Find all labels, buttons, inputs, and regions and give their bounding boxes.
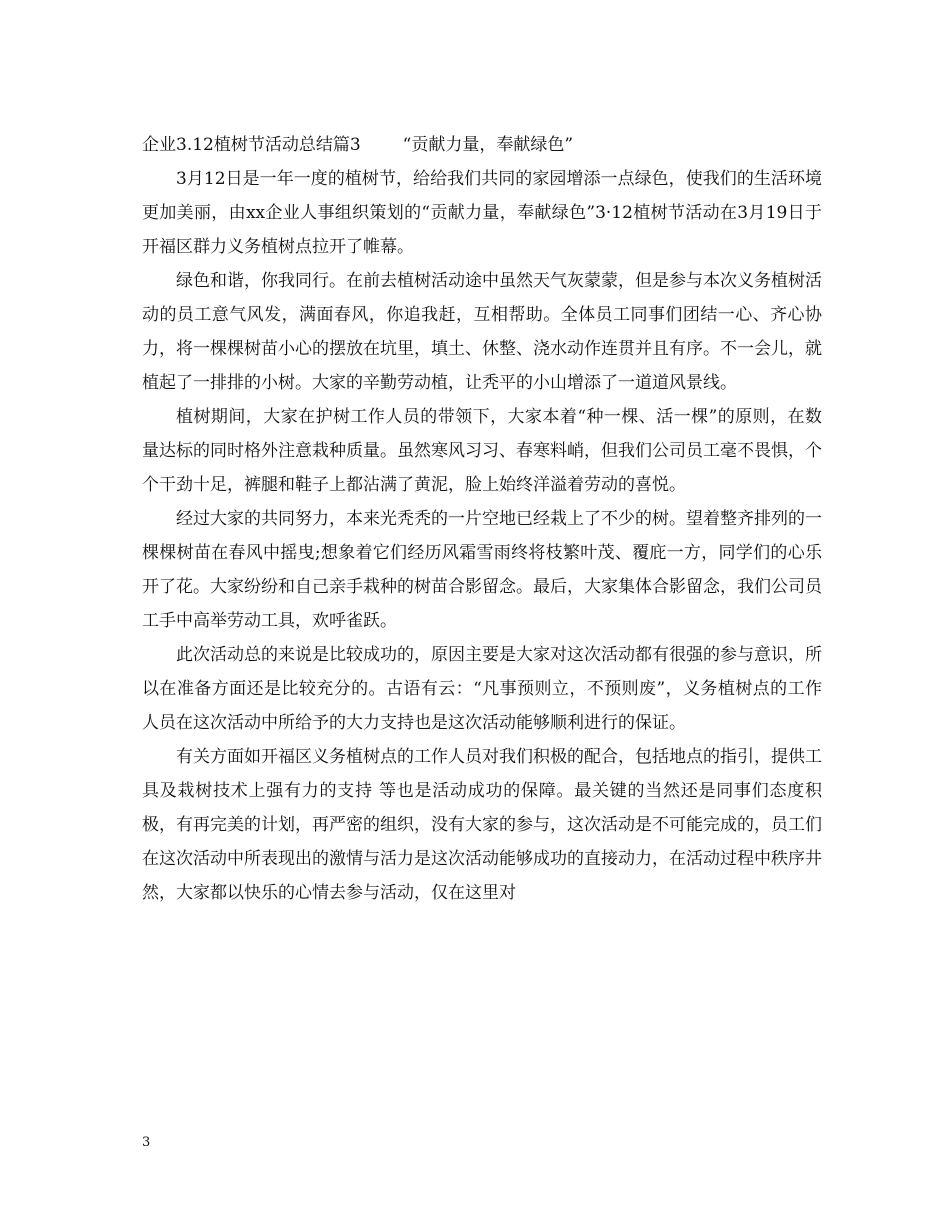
paragraph-4: 经过大家的共同努力，本来光秃秃的一片空地已经栽上了不少的树。望着整齐排列的一棵棵树苗在春风中摇曳;想象着它们经历风霜雪雨终将枝繁叶茂、覆庇一方，同学们的心乐开了花。大家纷纷和自己亲手栽种的树苗合影留念。最后，大家集体合影留念，我们公司员工手中高举劳动工具，欢呼雀跃。: [142, 509, 822, 631]
paragraph-6: 有关方面如开福区义务植树点的工作人员对我们积极的配合，包括地点的指引，提供工具及栽树技术上强有力的支持 等也是活动成功的保障。最关键的当然还是同事们态度积极，有再完美的计划，再严密的组织，没有大家的参与，这次活动是不可能完成的，员工们在这次活动中所表现出的激情与活力是这次活动能够成功的直接动力，在活动过程中秩序井然，大家都以快乐的心情去参与活动，仅在这里对: [142, 747, 822, 903]
document-title: [142, 128, 822, 162]
paragraph-5: 此次活动总的来说是比较成功的，原因主要是大家对这次活动都有很强的参与意识，所以在准备方面还是比较充分的。古语有云：“凡事预则立，不预则废”，义务植树点的工作人员在这次活动中所给予的大力支持也是这次活动能够顺利进行的保证。: [142, 645, 822, 733]
paragraph-3: 植树期间，大家在护树工作人员的带领下，大家本着“种一棵、活一棵”的原则，在数量达标的同时格外注意栽种质量。虽然寒风习习、春寒料峭，但我们公司员工毫不畏惧，个个干劲十足，裤腿和鞋子上都沾满了黄泥，脸上始终洋溢着劳动的喜悦。: [142, 407, 822, 495]
page-number: 3: [142, 1135, 151, 1150]
paragraph-2: 绿色和谐，你我同行。在前去植树活动途中虽然天气灰蒙蒙，但是参与本次义务植树活动的员工意气风发，满面春风，你追我赶，互相帮助。全体员工同事们团结一心、齐心协力，将一棵棵树苗小心的摆放在坑里，填土、休整、浇水动作连贯并且有序。不一会儿，就植起了一排排的小树。大家的辛勤劳动植，让秃平的小山增添了一道道风景线。: [142, 271, 822, 393]
title-main: 企业3.12植树节活动总结篇3: [142, 135, 361, 155]
title-slogan: “贡献力量，奉献绿色”: [402, 135, 574, 155]
document-body: [142, 128, 822, 910]
paragraph-1: 3月12日是一年一度的植树节，给给我们共同的家园增添一点绿色，使我们的生活环境更加美丽，由xx企业人事组织策划的“贡献力量，奉献绿色”3·12植树节活动在3月19日于开福区群力义务植树点拉开了帷幕。: [142, 169, 822, 257]
